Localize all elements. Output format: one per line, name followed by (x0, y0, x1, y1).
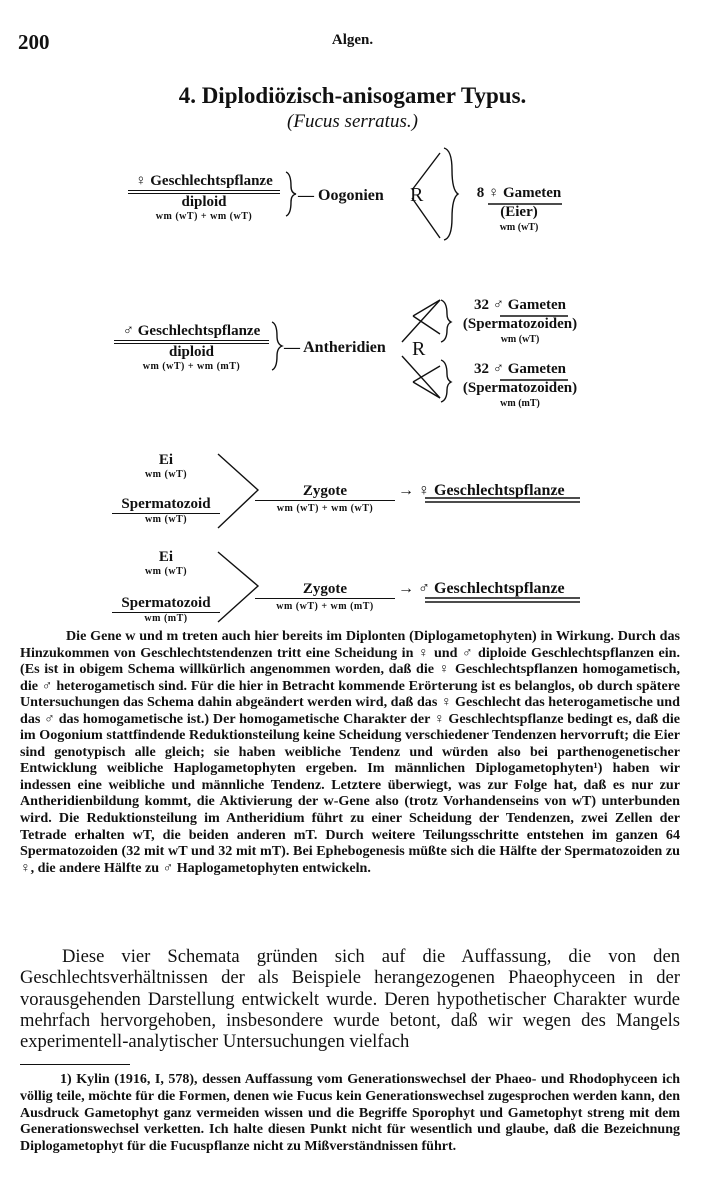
male-gametes-group-1 (452, 296, 588, 346)
sperm-1 (112, 495, 220, 526)
result-1: → ♀ Geschlechtspflanze (398, 482, 565, 499)
sperm-2-label: Spermatozoid (112, 594, 220, 613)
male-plant-label: ♂ Geschlechtspflanze (114, 322, 269, 341)
male-plant-genes: wm (wT) + wm (mT) (142, 361, 241, 372)
fusion-wedge-2 (218, 552, 258, 622)
zygote-1-genes: wm (wT) + wm (wT) (255, 500, 395, 515)
zygote-2-genes: wm (wT) + wm (mT) (255, 598, 395, 613)
brace-male-group1 (441, 300, 451, 342)
egg-2-genes: wm (wT) (144, 566, 188, 577)
male-plant-fraction (114, 322, 269, 373)
female-gametes-count: 8 ♀ Gameten (476, 185, 562, 201)
section-subtitle: (Fucus serratus.) (287, 111, 418, 132)
egg-2 (130, 549, 202, 578)
running-head: Algen. (331, 32, 374, 48)
egg-1 (130, 452, 202, 481)
egg-1-label: Ei (158, 452, 174, 468)
zygote-1-label: Zygote (302, 483, 348, 499)
sperm-1-label: Spermatozoid (112, 495, 220, 514)
female-plant-fraction (128, 172, 280, 223)
male-organ-label: — Antheridien (284, 339, 386, 356)
sperm-2 (112, 594, 220, 625)
male-plant-ploidy: diploid (114, 343, 269, 361)
female-gametes-name: (Eier) (500, 204, 538, 220)
result-2: → ♂ Geschlechtspflanze (398, 580, 565, 597)
zygote-2-label: Zygote (302, 581, 348, 597)
page-number: 200 (18, 30, 50, 54)
explanation-text: Die Gene w und m treten auch hier bereits im Diplonten (Diplogametophyten) in Wirkung. Durch das Hinzukommen von Geschlechtstendenzen tritt eine Scheidung in ♀ und ♂ diploide Geschlechtspflanzen ein. (Es ist in obigem Schema willkürlich angenommen worden, daß die ♀ Geschlechtspflanzen homogametisch, die ♂ heterogametisch sind. Für die hier in Betracht kommende Erörterung ist es belanglos, ob durch spätere Untersuchungen das Schema dahin abgeändert werden wird, daß das ♀ Geschlecht das heterogametische und das ♂ das homogametische ist.) Der homogametische Charakter der ♀ Geschlechtspflanze bedingt es, daß die im Oogonium stattfindende Reduktionsteilung keine Scheidung verschiedener Tendenzen hervorruft; die Eier sind genotypisch alle gleich; sie haben weibliche Tendenz und würden also bei parthenogenetischer Entwicklung weibliche Haplogametophyten ergeben. Im männlichen Diplogametophyten¹) haben wir indessen eine weibliche und männliche Tendenz. Letztere überwiegt, was zur Folge hat, daß es nur zur Antheridienbildung kommt, die Aktivierung der w-Gene also (trotz Vorhandenseins von wT) unterbunden wird. Die Reduktionsteilung im Antheridium führt zu einer Scheidung der Tendenzen, zwei Zellen der Tetrade erhalten wT, die beiden anderen mT. Durch weitere Teilungsschritte entstehen im ganzen 64 Spermatozoiden (32 mit wT und 32 mit mT). Bei Ephebogenesis müßte sich die Hälfte der Spermatozoiden zu ♀, die andere Hälfte zu ♂ Haplogametophyten entwickeln. (20, 628, 680, 876)
male-group1-genes: wm (wT) (500, 334, 540, 345)
male-group2-count: 32 ♂ Gameten (473, 361, 567, 377)
female-plant-genes: wm (wT) + wm (wT) (155, 211, 253, 222)
female-organ-label: — Oogonien (298, 187, 384, 204)
male-reduction-label: R (412, 338, 426, 360)
male-group2-name: (Spermatozoiden) (462, 380, 578, 396)
female-gametes-genes: wm (wT) (499, 222, 539, 233)
female-reduction-label: R (410, 184, 424, 206)
zygote-1 (255, 482, 395, 515)
main-paragraph (20, 946, 680, 1052)
section-title: 4. Diplodiözisch-anisogamer Typus. (178, 83, 527, 108)
footnote (20, 1072, 680, 1156)
male-group1-count: 32 ♂ Gameten (473, 297, 567, 313)
egg-1-genes: wm (wT) (144, 469, 188, 480)
footnote-rule (20, 1064, 130, 1065)
brace-female-gametes (444, 148, 458, 240)
zygote-2 (255, 580, 395, 613)
sperm-1-genes: wm (wT) (144, 514, 188, 525)
female-plant-ploidy: diploid (128, 193, 280, 211)
brace-male-plant (272, 322, 282, 370)
footnote-text: 1) Kylin (1916, I, 578), dessen Auffassung vom Generationswechsel der Phaeo- und Rhodophyceen ich völlig teile, möchte für die Formen, denen wie Fucus kein Generationswechsel zugesprochen werden kann, den Ausdruck Gametophyt ganz vermeiden wissen und die Begriffe Sporophyt und Gametophyt streng mit dem Generationswechsel verketten. Ich halte diesen Punkt nicht für wesentlich und glaube, daß die Bezeichnung Diplogametophyt für die Fucuspflanze nicht zu Mißverständnissen führt. (20, 1072, 680, 1155)
brace-female-plant (286, 172, 296, 216)
brace-male-group2 (441, 360, 451, 402)
male-gametes-group-2 (452, 360, 588, 410)
female-plant-label: ♀ Geschlechtspflanze (128, 172, 280, 191)
explanation-paragraph (20, 628, 680, 876)
fusion-wedge-1 (218, 454, 258, 528)
male-group1-name: (Spermatozoiden) (462, 316, 578, 332)
sperm-2-genes: wm (mT) (144, 613, 188, 624)
egg-2-label: Ei (158, 549, 174, 565)
male-group2-genes: wm (mT) (500, 398, 540, 409)
female-gametes (460, 184, 578, 234)
main-text: Diese vier Schemata gründen sich auf die Auffassung, die von den Geschlechtsverhältnissen der als Beispiele herangezogenen Phaeophyceen in der vorausgehenden Darstellung entwickelt wurde. Deren hypothetischer Charakter wurde mehrfach hervorgehoben, insbesondere wurde betont, daß wir wegen des Mangels experimentell-analytischer Untersuchungen vielfach (20, 946, 680, 1053)
